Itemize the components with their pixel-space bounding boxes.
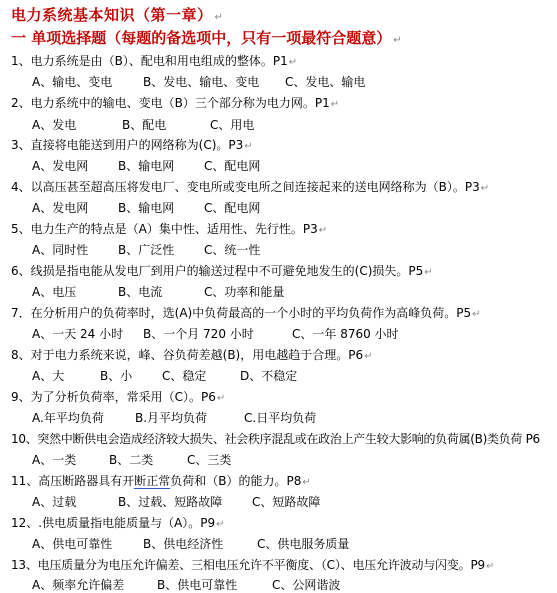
paragraph-mark-icon: ↵: [318, 225, 328, 236]
option-b: B、发电、输电、变电: [143, 75, 260, 89]
paragraph-mark-icon: ↵: [214, 12, 224, 23]
option-b: B、输电网: [118, 201, 175, 215]
question-stem: 6、线损是指电能从发电厂到用户的输送过程中不可避免地发生的(C)损失。P5↵: [11, 264, 433, 278]
option-c: C、一年 8760 小时: [292, 327, 399, 341]
option-a: A、供电可靠性: [32, 537, 113, 551]
option-b: B、广泛性: [118, 243, 175, 257]
option-c: C、发电、输电: [285, 75, 366, 89]
option-a: A、一类: [32, 453, 77, 467]
option-c: C、配电网: [204, 201, 261, 215]
question-stem: 11、高压断路器具有开断正常负荷和（B）的能力。P8↵: [11, 474, 311, 488]
option-a: A、发电网: [32, 159, 89, 173]
option-b: B、小: [100, 369, 133, 383]
question-stem: 13、电压质量分为电压允许偏差、三相电压允许不平衡度、（C）、电压允许波动与闪变。P9↵: [11, 558, 495, 572]
option-c: C、三类: [187, 453, 232, 467]
paragraph-mark-icon: ↵: [330, 99, 340, 110]
option-a: A.年平均负荷: [32, 411, 104, 425]
question-stem: 1、电力系统是由（B）、配电和用电组成的整体。P1↵: [11, 54, 298, 68]
question-stem: 4、以高压甚至超高压将发电厂、变电所或变电所之间连接起来的送电网络称为（B）。P3↵: [11, 180, 490, 194]
option-c: C、配电网: [204, 159, 261, 173]
option-a: A、电压: [32, 285, 77, 299]
paragraph-mark-icon: ↵: [216, 519, 225, 530]
question-stem: 8、对于电力系统来说，峰、谷负荷差越(B)，用电越趋于合理。P6↵: [11, 348, 373, 362]
option-b: B、输电网: [118, 159, 175, 173]
question-stem: 3、直接将电能送到用户的网络称为(C)。P3↵: [11, 138, 253, 152]
option-b: B、一个月 720 小时: [143, 327, 254, 341]
option-c: C.日平均负荷: [244, 411, 317, 425]
option-b: B、供电经济性: [143, 537, 224, 551]
option-c: C、功率和能量: [204, 285, 285, 299]
option-b: B、二类: [109, 453, 154, 467]
option-a: A、发电网: [32, 201, 89, 215]
document-title: 电力系统基本知识（第一章） ↵: [11, 6, 224, 24]
paragraph-mark-icon: ↵: [364, 351, 373, 362]
question-stem: 2、电力系统中的输电、变电（B）三个部分称为电力网。P1↵: [11, 96, 340, 110]
option-a: A、同时性: [32, 243, 89, 257]
question-stem: 9、为了分析负荷率，常采用（C）。P6↵: [11, 390, 226, 404]
option-b: B、供电可靠性: [157, 578, 238, 592]
section-heading: 一 单项选择题（每题的备选项中，只有一项最符合题意） ↵: [11, 29, 402, 47]
option-a: A、一天 24 小时: [32, 327, 124, 341]
option-c: C、公网谐波: [272, 578, 341, 592]
option-a: A、大: [32, 369, 65, 383]
paragraph-mark-icon: ↵: [480, 183, 490, 194]
paragraph-mark-icon: ↵: [288, 57, 298, 68]
option-c: C、短路故障: [252, 495, 321, 509]
question-stem: 5、电力生产的特点是（A）集中性、适用性、先行性。P3↵: [11, 222, 328, 236]
option-b: B、电流: [118, 285, 163, 299]
paragraph-mark-icon: ↵: [472, 309, 481, 320]
option-b: B.月平均负荷: [135, 411, 208, 425]
option-c: C、用电: [210, 118, 255, 132]
paragraph-mark-icon: ↵: [485, 561, 495, 572]
paragraph-mark-icon: ↵: [424, 267, 433, 278]
option-a: A、发电: [32, 118, 77, 132]
underlined-text: 断正常: [134, 474, 171, 488]
paragraph-mark-icon: ↵: [302, 477, 311, 488]
option-b: B、配电: [122, 118, 167, 132]
question-stem: 12、.供电质量指电能质量与（A）。P9↵: [11, 516, 225, 530]
option-a: A、输电、变电: [32, 75, 113, 89]
option-a: A、过载: [32, 495, 77, 509]
option-a: A、频率允许偏差: [32, 578, 125, 592]
question-stem: 10、突然中断供电会造成经济较大损失、社会秩序混乱或在政治上产生较大影响的负荷属(B)类负荷 P6: [11, 432, 540, 446]
paragraph-mark-icon: ↵: [393, 35, 402, 46]
paragraph-mark-icon: ↵: [216, 393, 226, 404]
option-b: B、过载、短路故障: [118, 495, 223, 509]
option-c: C、统一性: [204, 243, 261, 257]
option-c: C、稳定: [162, 369, 207, 383]
option-c: C、供电服务质量: [257, 537, 350, 551]
paragraph-mark-icon: ↵: [244, 141, 253, 152]
question-stem: 7．在分析用户的负荷率时，选(A)中负荷最高的一个小时的平均负荷作为高峰负荷。P5↵: [11, 306, 481, 320]
option-d: D、不稳定: [240, 369, 298, 383]
